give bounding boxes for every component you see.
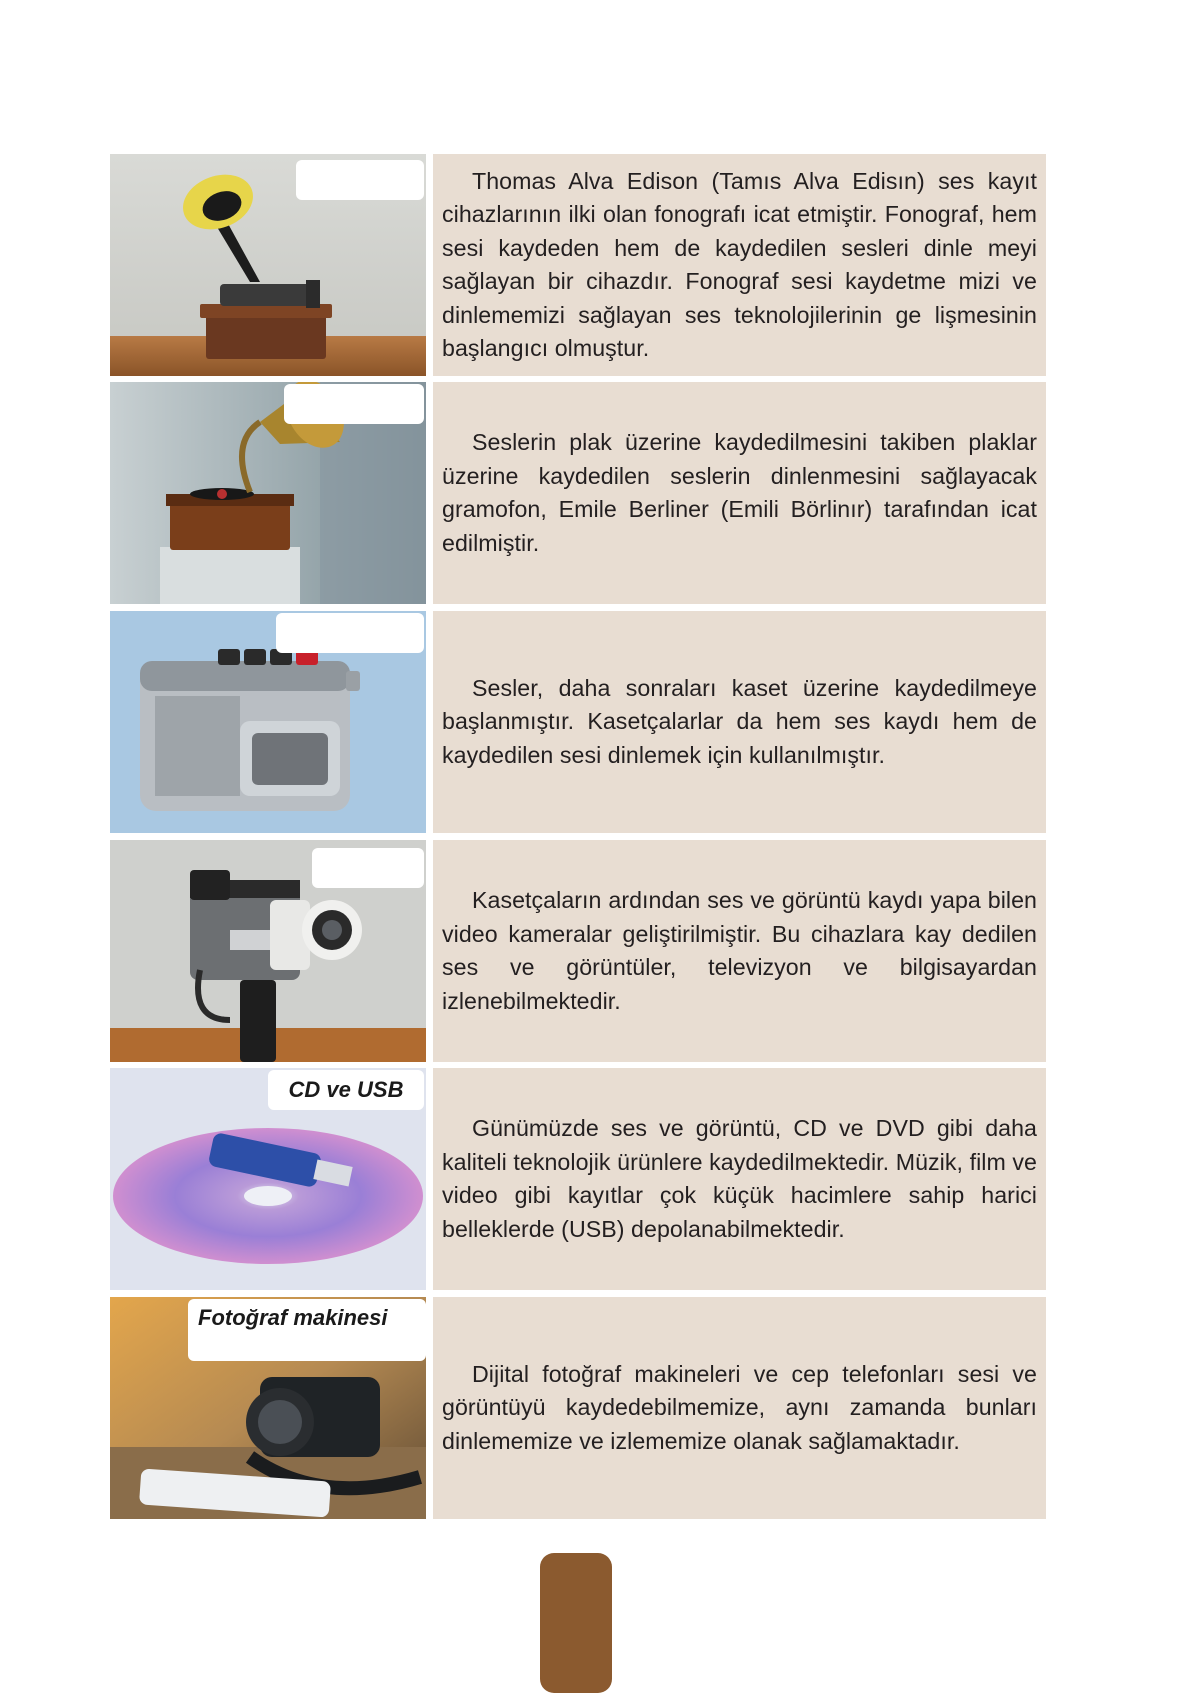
cd-usb-text-cell [433,1068,1046,1290]
video-camera-photo [110,840,426,1062]
phonograph-paragraph: Thomas Alva Edison (Tamıs Alva Edisın) ses kayıt cihazlarının ilki olan fonografı icat etmiştir. Fonograf, hem sesi kaydeden hem de kaydedilen sesleri dinle meyi sağlayan bir cihazdır. Fonograf sesi kaydetme mizi ve dinlememizi sağlayan ses teknolojilerinin ge lişmesinin başlangıcı olmuştur. [442,167,1037,361]
row-camera [110,1297,1046,1519]
row-cd-usb [110,1068,1046,1290]
camera-phone-photo [110,1297,426,1519]
video-camera-label [312,848,424,888]
row-video-camera [110,840,1046,1062]
gramophone-photo [110,382,426,604]
video-camera-text-cell [433,840,1046,1062]
cassette-player-photo [110,611,426,833]
gramophone-label [284,384,424,424]
row-gramophone [110,382,1046,604]
cassette-paragraph: Sesler, daha sonraları kaset üzerine kaydedilmeye başlanmıştır. Kasetçalarlar da hem ses kaydı hem de kaydedilen sesi dinlemek için kullanılmıştır. [442,674,1037,768]
phonograph-text-cell [433,154,1046,376]
phonograph-label [296,160,424,200]
row-cassette [110,611,1046,833]
gramophone-text-cell [433,382,1046,604]
camera-paragraph: Dijital fotoğraf makineleri ve cep telefonları sesi ve görüntüyü kaydedebilmemize, aynı zamanda bunları dinlememize ve izlememize olanak sağlamaktadır. [442,1360,1037,1454]
cd-usb-photo [110,1068,426,1290]
cd-usb-paragraph: Günümüzde ses ve görüntü, CD ve DVD gibi daha kaliteli teknolojik ürünlere kaydedilmektedir. Müzik, film ve video gibi kayıtlar çok küçük hacimlere sahip harici belleklerde (USB) depolanabilmektedir. [442,1115,1037,1242]
page-number-tab [540,1553,612,1693]
video-camera-paragraph: Kasetçaların ardından ses ve görüntü kaydı yapa bilen video kameralar geliştirilmiştir. Bu cihazlara kay dedilen ses ve görüntüler, televizyon ve bilgisayardan izlenebilmektedir. [442,887,1037,1014]
camera-text-cell [433,1297,1046,1519]
cd-usb-label: CD ve USB [268,1070,424,1110]
phonograph-photo [110,154,426,376]
cassette-label [276,613,424,653]
camera-label: Fotoğraf makinesi [188,1299,426,1361]
cassette-text-cell [433,611,1046,833]
gramophone-paragraph: Seslerin plak üzerine kaydedilmesini takiben plaklar üzerine kaydedilen seslerin dinlenmesini sağlayacak gramofon, Emile Berliner (Emili Börlinır) tarafından icat edilmiştir. [442,429,1037,556]
row-phonograph [110,154,1046,376]
